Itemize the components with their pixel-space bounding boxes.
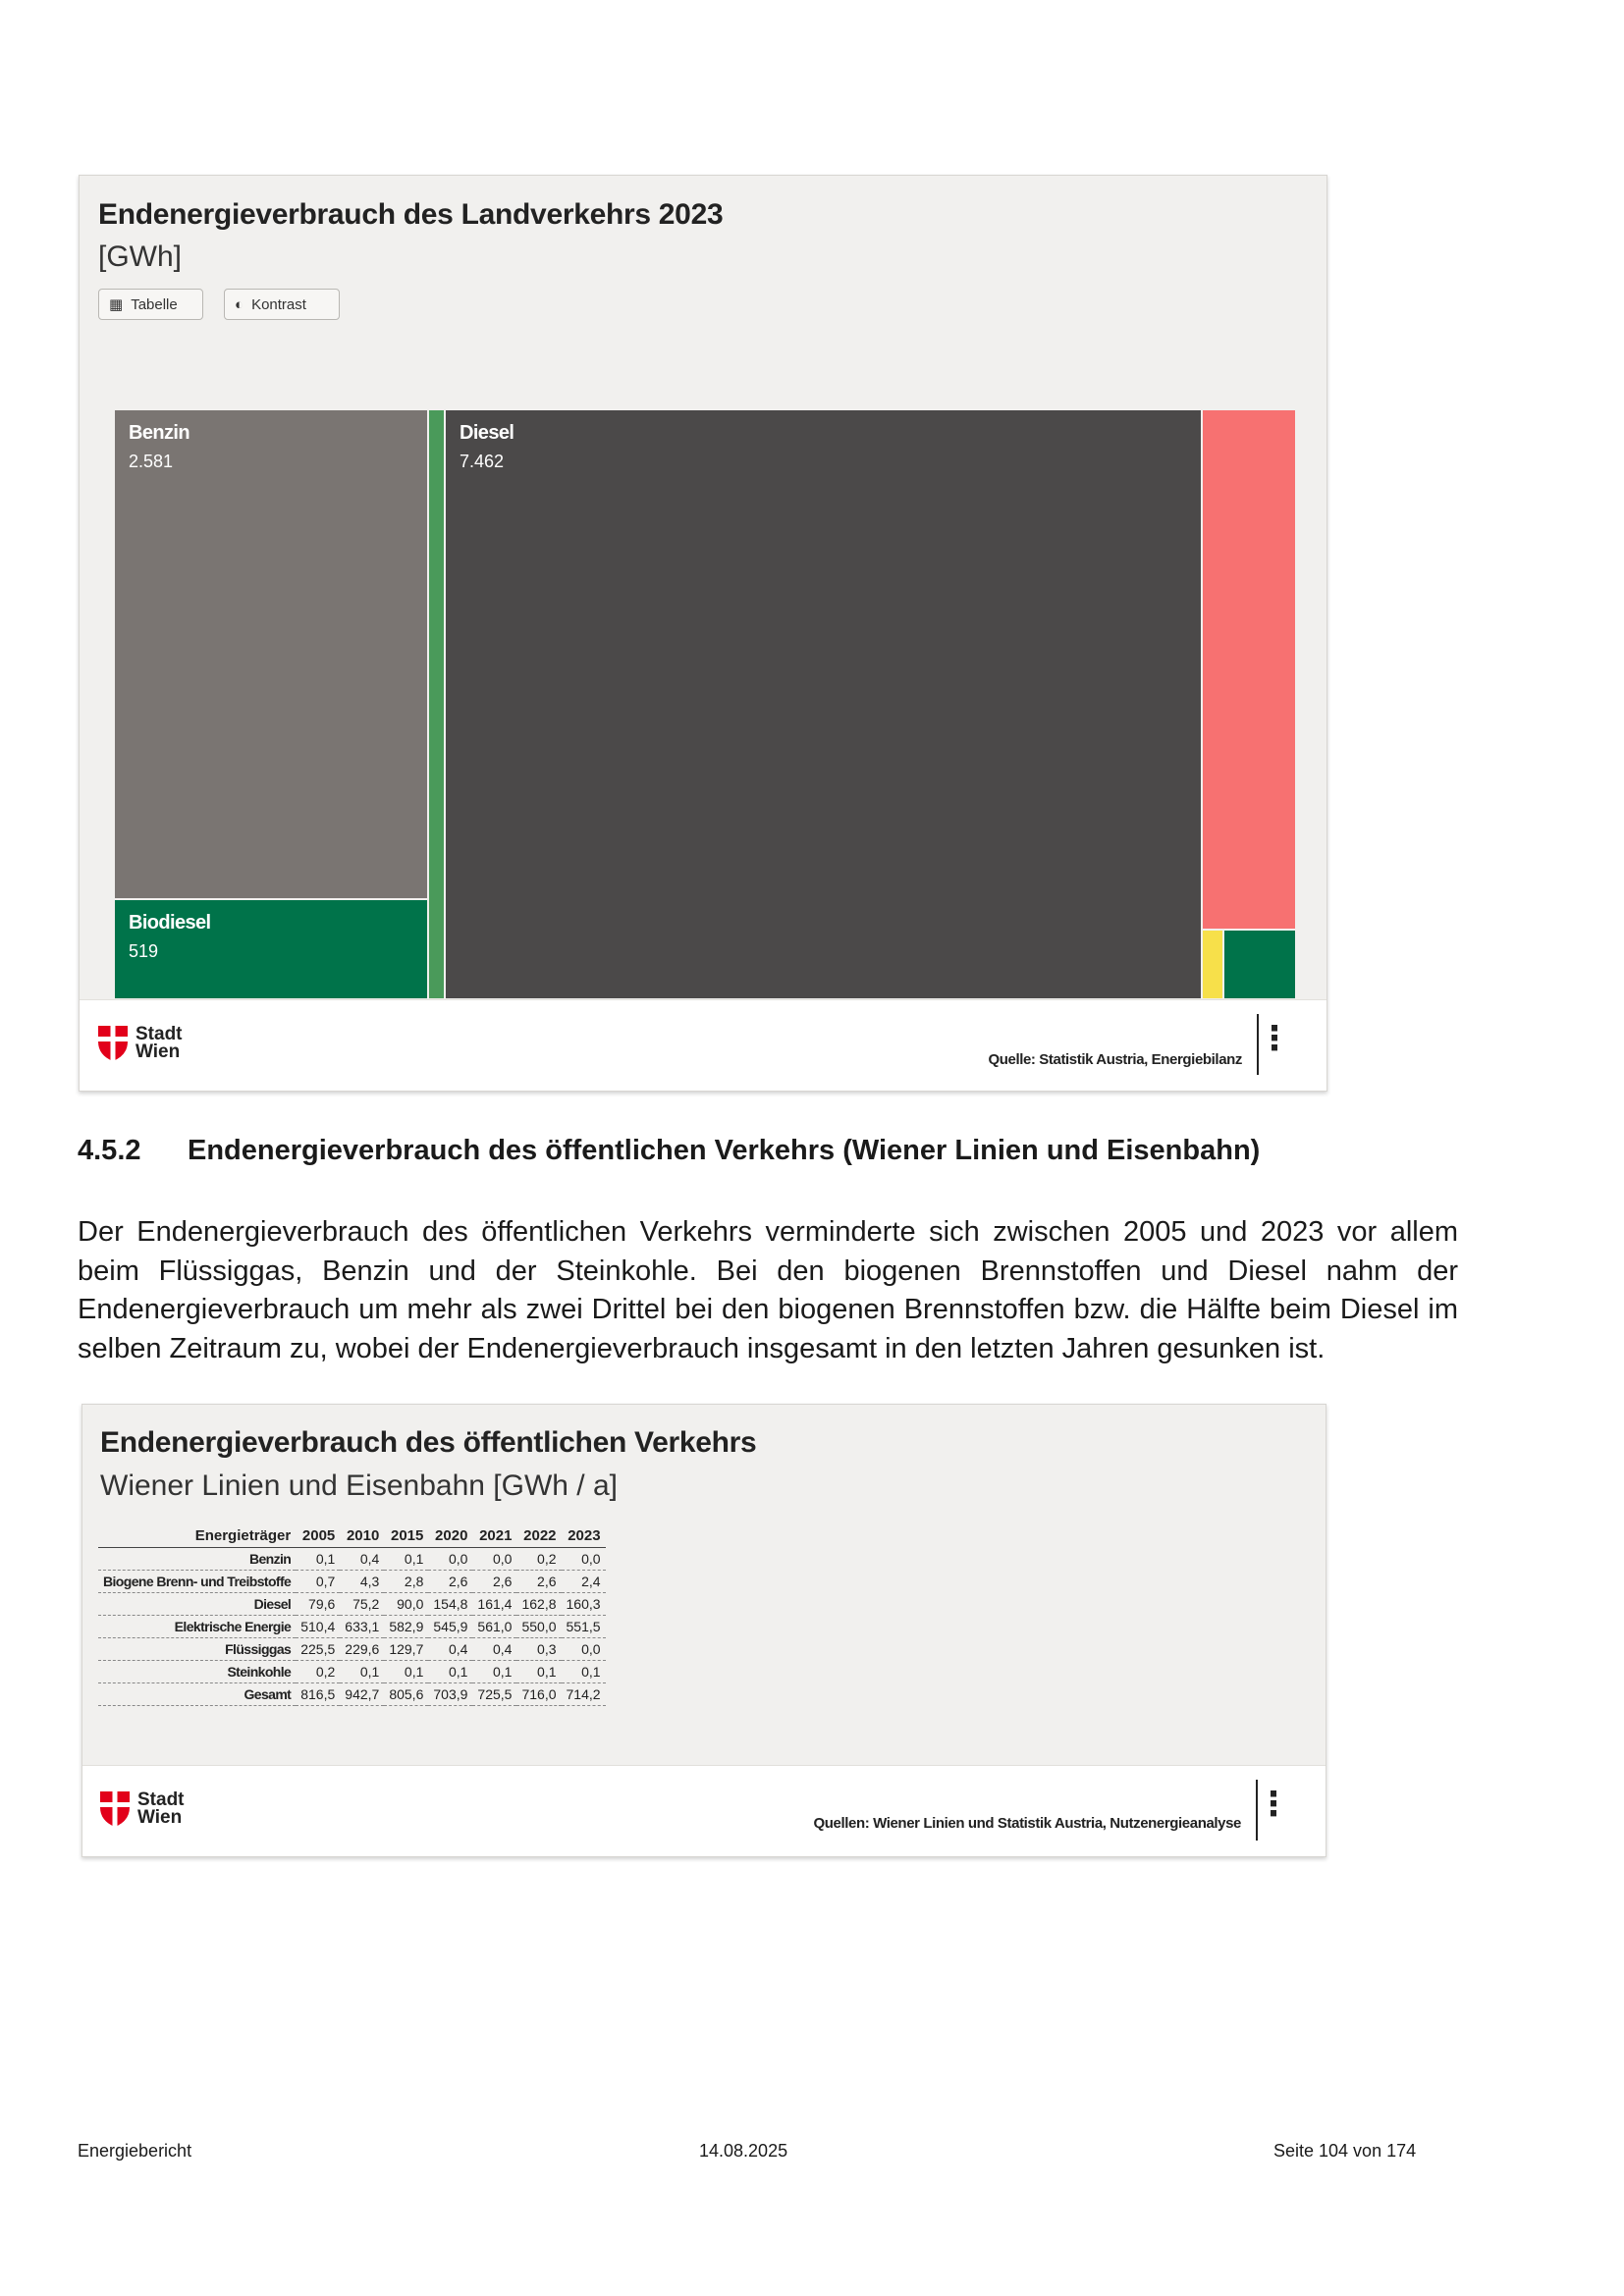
contrast-icon: ◐ <box>235 295 244 313</box>
treemap <box>115 410 1295 998</box>
table-cell: 0,1 <box>296 1548 340 1571</box>
col-header: 2021 <box>472 1524 516 1548</box>
table-cell: 161,4 <box>472 1593 516 1616</box>
table-cell: 805,6 <box>384 1683 428 1706</box>
footer-date: 14.08.2025 <box>699 2141 788 2161</box>
table-cell: 129,7 <box>384 1638 428 1661</box>
tile-diesel-label: Diesel <box>460 422 514 444</box>
source-text: Quelle: Statistik Austria, Energiebilanz <box>988 1051 1242 1068</box>
source-text: Quellen: Wiener Linien und Statistik Austria, Nutzenergieanalyse <box>813 1815 1241 1832</box>
table-cell: 0,3 <box>516 1638 561 1661</box>
col-header: Energieträger <box>98 1524 296 1548</box>
col-header: 2022 <box>516 1524 561 1548</box>
stadt-wien-logo <box>100 1791 185 1827</box>
chart2-subtitle: Wiener Linien und Eisenbahn [GWh / a] <box>100 1469 618 1502</box>
treemap-card <box>79 175 1327 1092</box>
card2-footer <box>82 1765 1326 1856</box>
section-number: 4.5.2 <box>78 1135 141 1166</box>
tile-thin-green[interactable] <box>429 410 444 998</box>
table-cell: 0,1 <box>516 1661 561 1683</box>
table-cell: 229,6 <box>340 1638 384 1661</box>
table-cell: 551,5 <box>562 1616 606 1638</box>
tile-red[interactable] <box>1203 410 1295 929</box>
table-cell: 0,1 <box>384 1661 428 1683</box>
section-title: Endenergieverbrauch des öffentlichen Verkehrs (Wiener Linien und Eisenbahn) <box>188 1135 1261 1166</box>
row-label: Benzin <box>98 1548 296 1571</box>
col-header: 2020 <box>428 1524 472 1548</box>
row-label: Flüssiggas <box>98 1638 296 1661</box>
table-row <box>98 1616 606 1638</box>
logo-line1: Stadt <box>135 1024 183 1044</box>
chart-unit: [GWh] <box>98 240 183 273</box>
table-cell: 716,0 <box>516 1683 561 1706</box>
table-row <box>98 1548 606 1571</box>
tile-biodiesel[interactable] <box>115 900 427 998</box>
body-paragraph: Der Endenergieverbrauch des öffentlichen Verkehrs verminderte sich zwischen 2005 und 2023 vor allem beim Flüssiggas, Benzin und der Steinkohle. Bei den biogenen Brennstoffen und Diesel nahm der Endenergieverbrauch um mehr als zwei Drittel bei den biogenen Brennstoffen bzw. die Hälfte beim Diesel im selben Zeitraum zu, wobei der Endenergieverbrauch insgesamt in den letzten Jahren gesunken ist. <box>78 1216 1458 1364</box>
table-row <box>98 1571 606 1593</box>
table-cell: 0,0 <box>562 1638 606 1661</box>
table-row <box>98 1593 606 1616</box>
table-header-row <box>98 1524 606 1548</box>
table-cell: 633,1 <box>340 1616 384 1638</box>
table-cell: 2,6 <box>428 1571 472 1593</box>
table-cell: 0,1 <box>340 1661 384 1683</box>
table-row <box>98 1638 606 1661</box>
stadt-wien-logo <box>98 1026 183 1061</box>
logo-text <box>137 1791 185 1827</box>
table-button-label: Tabelle <box>131 295 178 313</box>
contrast-button[interactable] <box>224 289 340 320</box>
table-cell: 0,2 <box>516 1548 561 1571</box>
table-cell: 714,2 <box>562 1683 606 1706</box>
table-cell: 0,4 <box>340 1548 384 1571</box>
tile-yellow[interactable] <box>1203 931 1222 998</box>
table-cell: 160,3 <box>562 1593 606 1616</box>
table-cell: 0,1 <box>384 1548 428 1571</box>
table-cell: 2,8 <box>384 1571 428 1593</box>
table-cell: 545,9 <box>428 1616 472 1638</box>
wien-shield-icon <box>100 1791 130 1827</box>
table-cell: 0,0 <box>428 1548 472 1571</box>
energy-table <box>98 1524 606 1706</box>
table-card <box>81 1404 1326 1857</box>
table-cell: 2,4 <box>562 1571 606 1593</box>
table-button[interactable] <box>98 289 203 320</box>
wien-shield-icon <box>98 1026 128 1061</box>
table-cell: 510,4 <box>296 1616 340 1638</box>
table-row <box>98 1683 606 1706</box>
col-header: 2005 <box>296 1524 340 1548</box>
row-label: Steinkohle <box>98 1661 296 1683</box>
table-cell: 75,2 <box>340 1593 384 1616</box>
logo-line2: Wien <box>135 1041 181 1062</box>
table-row <box>98 1661 606 1683</box>
more-options-icon[interactable]: ⋮ <box>1258 1020 1291 1057</box>
tile-green-small[interactable] <box>1224 931 1295 998</box>
table-cell: 582,9 <box>384 1616 428 1638</box>
table-cell: 79,6 <box>296 1593 340 1616</box>
table-cell: 0,0 <box>472 1548 516 1571</box>
card-footer <box>80 999 1326 1091</box>
footer-page-number: Seite 104 von 174 <box>1273 2141 1417 2161</box>
tile-biodiesel-value: 519 <box>129 941 159 961</box>
tile-benzin[interactable] <box>115 410 427 898</box>
table-cell: 2,6 <box>516 1571 561 1593</box>
contrast-button-label: Kontrast <box>251 295 306 313</box>
row-label: Biogene Brenn- und Treibstoffe <box>98 1571 296 1593</box>
logo-line1: Stadt <box>137 1789 185 1810</box>
table-cell: 725,5 <box>472 1683 516 1706</box>
table-cell: 550,0 <box>516 1616 561 1638</box>
table-cell: 225,5 <box>296 1638 340 1661</box>
tile-benzin-value: 2.581 <box>129 452 174 471</box>
row-label: Diesel <box>98 1593 296 1616</box>
table-cell: 942,7 <box>340 1683 384 1706</box>
table-cell: 0,7 <box>296 1571 340 1593</box>
table-cell: 90,0 <box>384 1593 428 1616</box>
table-cell: 0,4 <box>472 1638 516 1661</box>
table-cell: 0,1 <box>562 1661 606 1683</box>
table-cell: 0,1 <box>472 1661 516 1683</box>
tile-biodiesel-label: Biodiesel <box>129 912 211 934</box>
table-cell: 0,1 <box>428 1661 472 1683</box>
row-label: Elektrische Energie <box>98 1616 296 1638</box>
row-label: Gesamt <box>98 1683 296 1706</box>
table-icon: ▦ <box>109 296 124 313</box>
table-cell: 2,6 <box>472 1571 516 1593</box>
table-cell: 4,3 <box>340 1571 384 1593</box>
table-cell: 154,8 <box>428 1593 472 1616</box>
footer-doc-name: Energiebericht <box>78 2141 192 2161</box>
tile-diesel-value: 7.462 <box>460 452 505 471</box>
chart2-title: Endenergieverbrauch des öffentlichen Verkehrs <box>100 1426 757 1459</box>
col-header: 2010 <box>340 1524 384 1548</box>
table-cell: 0,0 <box>562 1548 606 1571</box>
logo-line2: Wien <box>137 1807 183 1828</box>
chart-title: Endenergieverbrauch des Landverkehrs 2023 <box>98 198 724 231</box>
table-cell: 0,4 <box>428 1638 472 1661</box>
col-header: 2023 <box>562 1524 606 1548</box>
table-body <box>98 1548 606 1706</box>
more-options-icon[interactable]: ⋮ <box>1257 1786 1290 1823</box>
table-cell: 561,0 <box>472 1616 516 1638</box>
tile-diesel[interactable] <box>446 410 1201 998</box>
tile-benzin-label: Benzin <box>129 422 189 444</box>
table-cell: 162,8 <box>516 1593 561 1616</box>
col-header: 2015 <box>384 1524 428 1548</box>
table-cell: 703,9 <box>428 1683 472 1706</box>
logo-text <box>135 1026 183 1061</box>
table-cell: 816,5 <box>296 1683 340 1706</box>
table-cell: 0,2 <box>296 1661 340 1683</box>
